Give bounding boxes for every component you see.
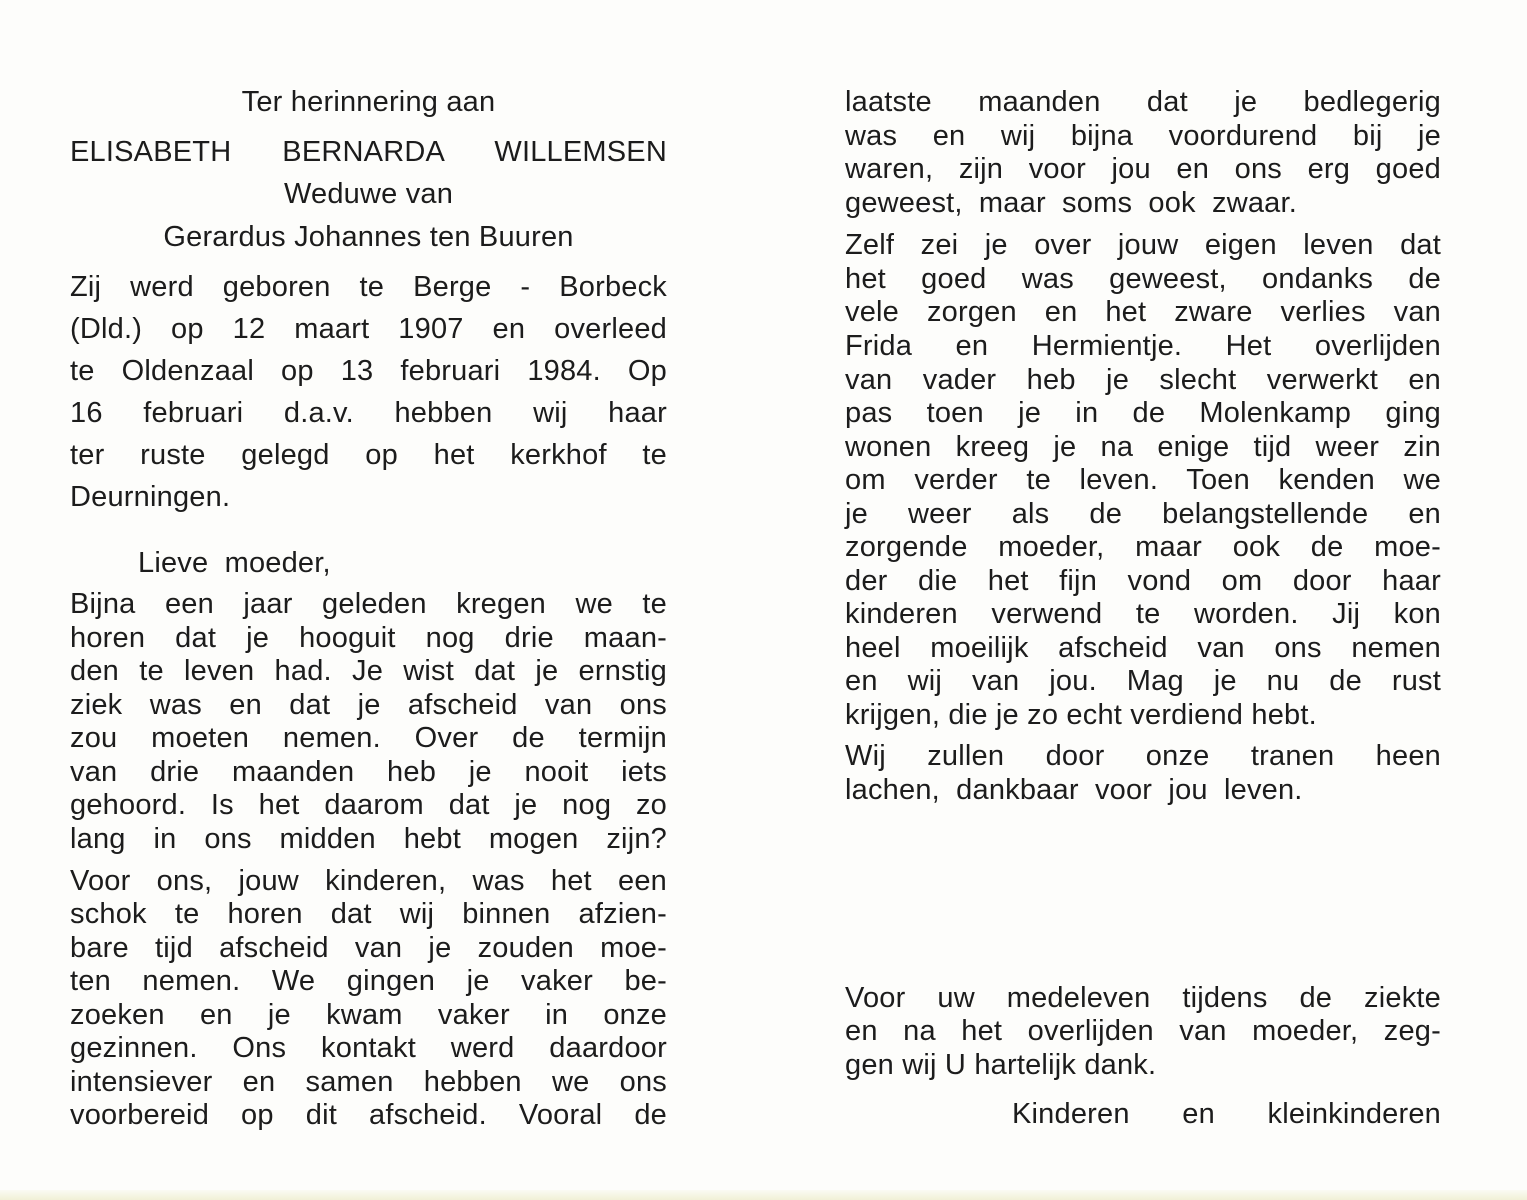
paragraph-line: lang in ons midden hebt mogen zijn? <box>70 823 667 855</box>
paragraph-line: je weer als de belangstellende en <box>845 498 1441 530</box>
paragraph-line: der die het fijn vond om door haar <box>845 565 1441 597</box>
bio-line: te Oldenzaal op 13 februari 1984. Op <box>70 355 667 387</box>
paragraph-line: schok te horen dat wij binnen afzien- <box>70 898 667 930</box>
paragraph-line: vele zorgen en het zware verlies van <box>845 296 1441 328</box>
paragraph-line: krijgen, die je zo echt verdiend hebt. <box>845 699 1317 731</box>
paragraph-line: en wij van jou. Mag je nu de rust <box>845 665 1441 697</box>
paper-edge <box>0 1190 1527 1200</box>
paragraph-line: Wij zullen door onze tranen heen <box>845 740 1441 772</box>
intro-line: Ter herinnering aan <box>241 86 496 118</box>
paragraph-line: Bijna een jaar geleden kregen we te <box>70 588 667 620</box>
widow-of-line: Weduwe van <box>283 178 454 210</box>
paragraph-line: ziek was en dat je afscheid van ons <box>70 689 667 721</box>
paragraph-line: zou moeten nemen. Over de termijn <box>70 722 667 754</box>
paragraph-line: was en wij bijna voordurend bij je <box>845 120 1441 152</box>
bio-line: 16 februari d.a.v. hebben wij haar <box>70 397 667 429</box>
paragraph-line: pas toen je in de Molenkamp ging <box>845 397 1441 429</box>
paragraph-line: heel moeilijk afscheid van ons nemen <box>845 632 1441 664</box>
paragraph-line: den te leven had. Je wist dat je ernstig <box>70 655 667 687</box>
paragraph-line: gehoord. Is het daarom dat je nog zo <box>70 789 667 821</box>
paragraph-line: van vader heb je slecht verwerkt en <box>845 364 1441 396</box>
paragraph-line: geweest, maar soms ook zwaar. <box>845 187 1298 219</box>
bio-line: Deurningen. <box>70 481 231 513</box>
thanks-line: gen wij U hartelijk dank. <box>845 1049 1157 1081</box>
signature: Kinderen en kleinkinderen <box>1012 1098 1441 1130</box>
paragraph-line: het goed was geweest, ondanks de <box>845 263 1441 295</box>
paragraph-line: wonen kreeg je na enige tijd weer zin <box>845 431 1441 463</box>
paragraph-line: Zelf zei je over jouw eigen leven dat <box>845 229 1441 261</box>
paragraph-line: zorgende moeder, maar ook de moe- <box>845 531 1441 563</box>
paragraph-line: ten nemen. We gingen je vaker be- <box>70 965 667 997</box>
paragraph-line: voorbereid op dit afscheid. Vooral de <box>70 1099 667 1131</box>
paragraph-line: waren, zijn voor jou en ons erg goed <box>845 153 1441 185</box>
paragraph-line: bare tijd afscheid van je zouden moe- <box>70 932 667 964</box>
paragraph-line: Frida en Hermientje. Het overlijden <box>845 330 1441 362</box>
thanks-line: en na het overlijden van moeder, zeg- <box>845 1015 1441 1047</box>
paragraph-line: kinderen verwend te worden. Jij kon <box>845 598 1441 630</box>
paragraph-line: intensiever en samen hebben we ons <box>70 1066 667 1098</box>
paragraph-line: laatste maanden dat je bedlegerig <box>845 86 1441 118</box>
paragraph-line: van drie maanden heb je nooit iets <box>70 756 667 788</box>
bio-line: Zij werd geboren te Berge - Borbeck <box>70 271 667 303</box>
bio-line: (Dld.) op 12 maart 1907 en overleed <box>70 313 667 345</box>
paragraph-line: lachen, dankbaar voor jou leven. <box>845 774 1303 806</box>
thanks-line: Voor uw medeleven tijdens de ziekte <box>845 982 1441 1014</box>
spouse-name: Gerardus Johannes ten Buuren <box>163 221 574 253</box>
paragraph-line: Voor ons, jouw kinderen, was het een <box>70 865 667 897</box>
paragraph-line: om verder te leven. Toen kenden we <box>845 464 1441 496</box>
paragraph-line: zoeken en je kwam vaker in onze <box>70 999 667 1031</box>
bio-line: ter ruste gelegd op het kerkhof te <box>70 439 667 471</box>
deceased-name: ELISABETH BERNARDA WILLEMSEN <box>70 136 667 168</box>
paragraph-line: horen dat je hooguit nog drie maan- <box>70 622 667 654</box>
salutation: Lieve moeder, <box>138 547 331 579</box>
paragraph-line: gezinnen. Ons kontakt werd daardoor <box>70 1032 667 1064</box>
